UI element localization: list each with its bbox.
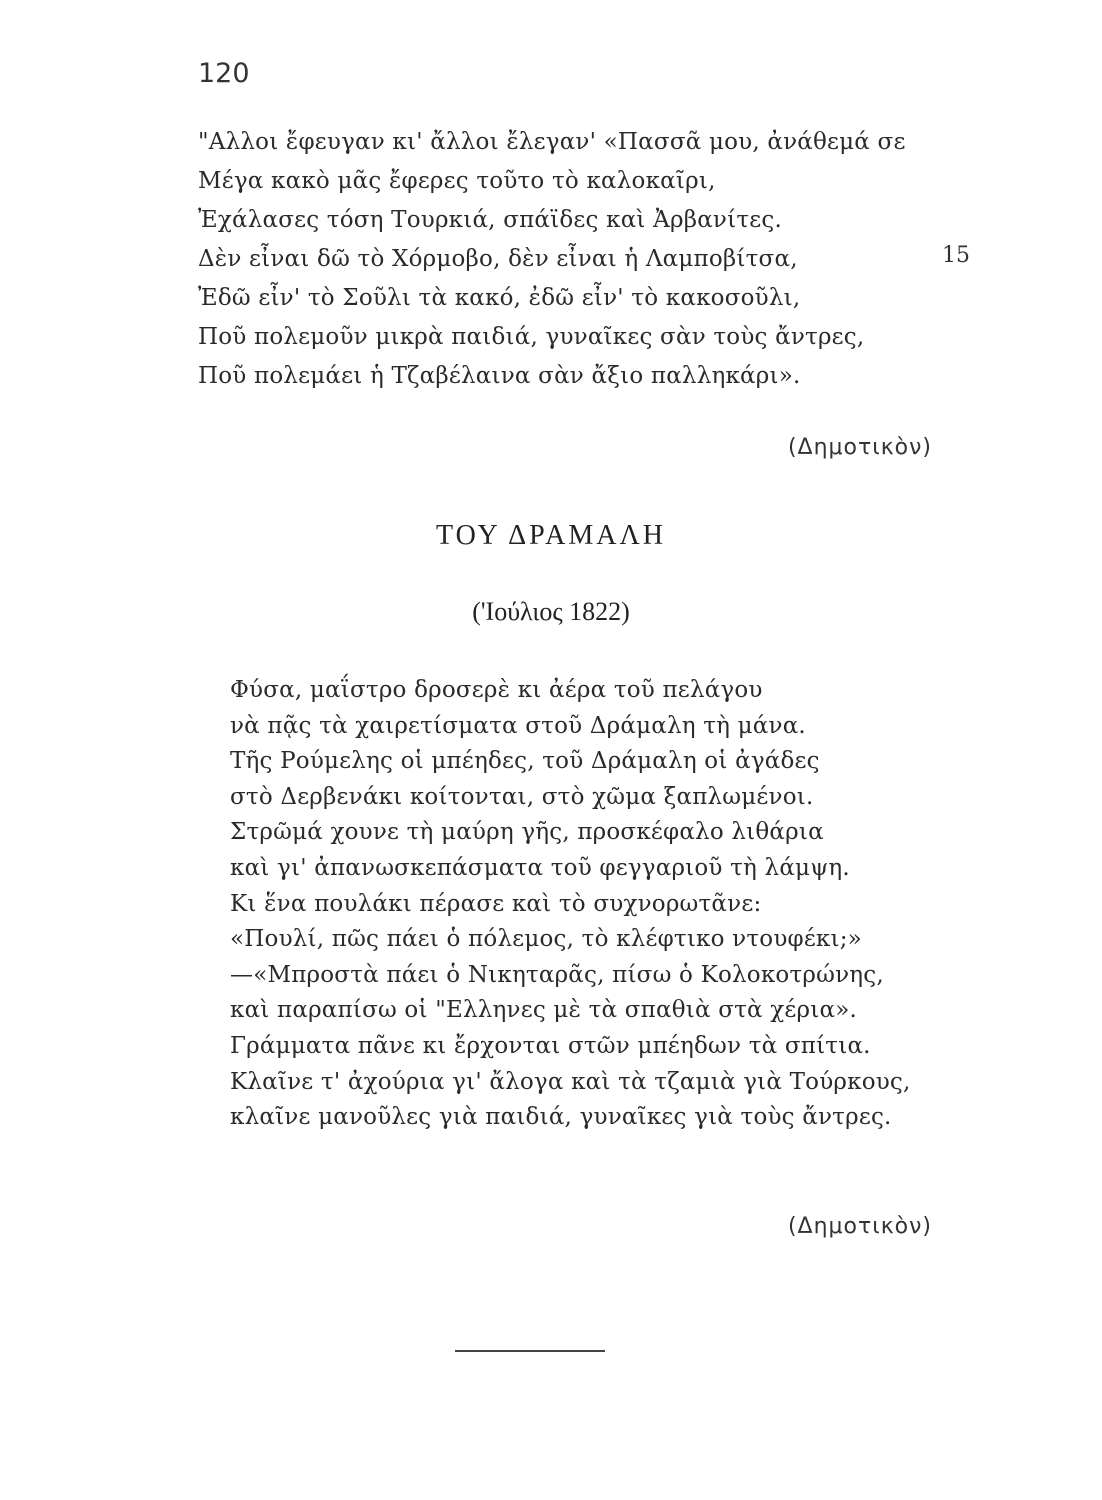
poem-line: Μέγα κακὸ μᾶς ἔφερες τοῦτο τὸ καλοκαῖρι, bbox=[198, 168, 716, 194]
poem-line: Ποῦ πολεμοῦν μικρὰ παιδιά, γυναῖκες σὰν τοὺς ἄντρες, bbox=[198, 324, 865, 350]
poem-title: ΤΟΥ ΔΡΑΜΑΛΗ bbox=[436, 520, 666, 551]
poem-line: Κι ἕνα πουλάκι πέρασε καὶ τὸ συχνορωτᾶνε: bbox=[230, 890, 762, 917]
poem-line: Στρῶμά χουνε τὴ μαύρη γῆς, προσκέφαλο λιθάρια bbox=[230, 819, 824, 846]
poem-line: Κλαῖνε τ' ἀχούρια γι' ἄλογα καὶ τὰ τζαμιὰ γιὰ Τούρκους, bbox=[230, 1068, 911, 1095]
poem2-attribution: (Δημοτικὸν) bbox=[787, 1214, 932, 1239]
poem-line: Ἐδῶ εἶν' τὸ Σοῦλι τὰ κακό, ἐδῶ εἶν' τὸ κακοσοῦλι, bbox=[198, 285, 801, 311]
page-number: 120 bbox=[198, 58, 250, 89]
poem-line: νὰ πᾷς τὰ χαιρετίσματα στοῦ Δράμαλη τὴ μάνα. bbox=[230, 712, 806, 739]
poem-line: Τῆς Ρούμελης οἱ μπέηδες, τοῦ Δράμαλη οἱ ἀγάδες bbox=[230, 748, 820, 775]
poem-line: «Πουλί, πῶς πάει ὁ πόλεμος, τὸ κλέφτικο ντουφέκι;» bbox=[230, 926, 862, 953]
poem2-stanza bbox=[230, 673, 911, 1136]
poem1-stanza bbox=[198, 123, 906, 396]
poem-line: Δὲν εἶναι δῶ τὸ Χόρμοβο, δὲν εἶναι ἡ Λαμποβίτσα, bbox=[198, 246, 798, 272]
line-number-marker: 15 bbox=[942, 243, 970, 268]
poem-line: Ἐχάλασες τόση Τουρκιά, σπάϊδες καὶ Ἀρβανίτες. bbox=[198, 207, 782, 233]
poem-date: ('Ιούλιος 1822) bbox=[472, 597, 630, 626]
section-divider bbox=[455, 1350, 605, 1352]
poem-line: Γράμματα πᾶνε κι ἔρχονται στῶν μπέηδων τὰ σπίτια. bbox=[230, 1032, 871, 1059]
poem-line: "Αλλοι ἔφευγαν κι' ἄλλοι ἔλεγαν' «Πασσᾶ μου, ἀνάθεμά σε bbox=[198, 129, 906, 155]
poem-line: Ποῦ πολεμάει ἡ Τζαβέλαινα σὰν ἄξιο παλληκάρι». bbox=[198, 363, 801, 389]
poem-line: καὶ παραπίσω οἱ "Ελληνες μὲ τὰ σπαθιὰ στὰ χέρια». bbox=[230, 997, 858, 1024]
poem1-attribution: (Δημοτικὸν) bbox=[787, 435, 932, 460]
poem-line: στὸ Δερβενάκι κοίτονται, στὸ χῶμα ξαπλωμένοι. bbox=[230, 783, 814, 810]
poem-line: καὶ γι' ἀπανωσκεπάσματα τοῦ φεγγαριοῦ τὴ λάμψη. bbox=[230, 854, 850, 881]
poem-line: Φύσα, μαΐστρο δροσερὲ κι ἀέρα τοῦ πελάγου bbox=[230, 677, 763, 703]
poem-line: —«Μπροστὰ πάει ὁ Νικηταρᾶς, πίσω ὁ Κολοκοτρώνης, bbox=[230, 961, 884, 988]
poem-line: κλαῖνε μανοῦλες γιὰ παιδιά, γυναῖκες γιὰ τοὺς ἄντρες. bbox=[230, 1104, 892, 1131]
